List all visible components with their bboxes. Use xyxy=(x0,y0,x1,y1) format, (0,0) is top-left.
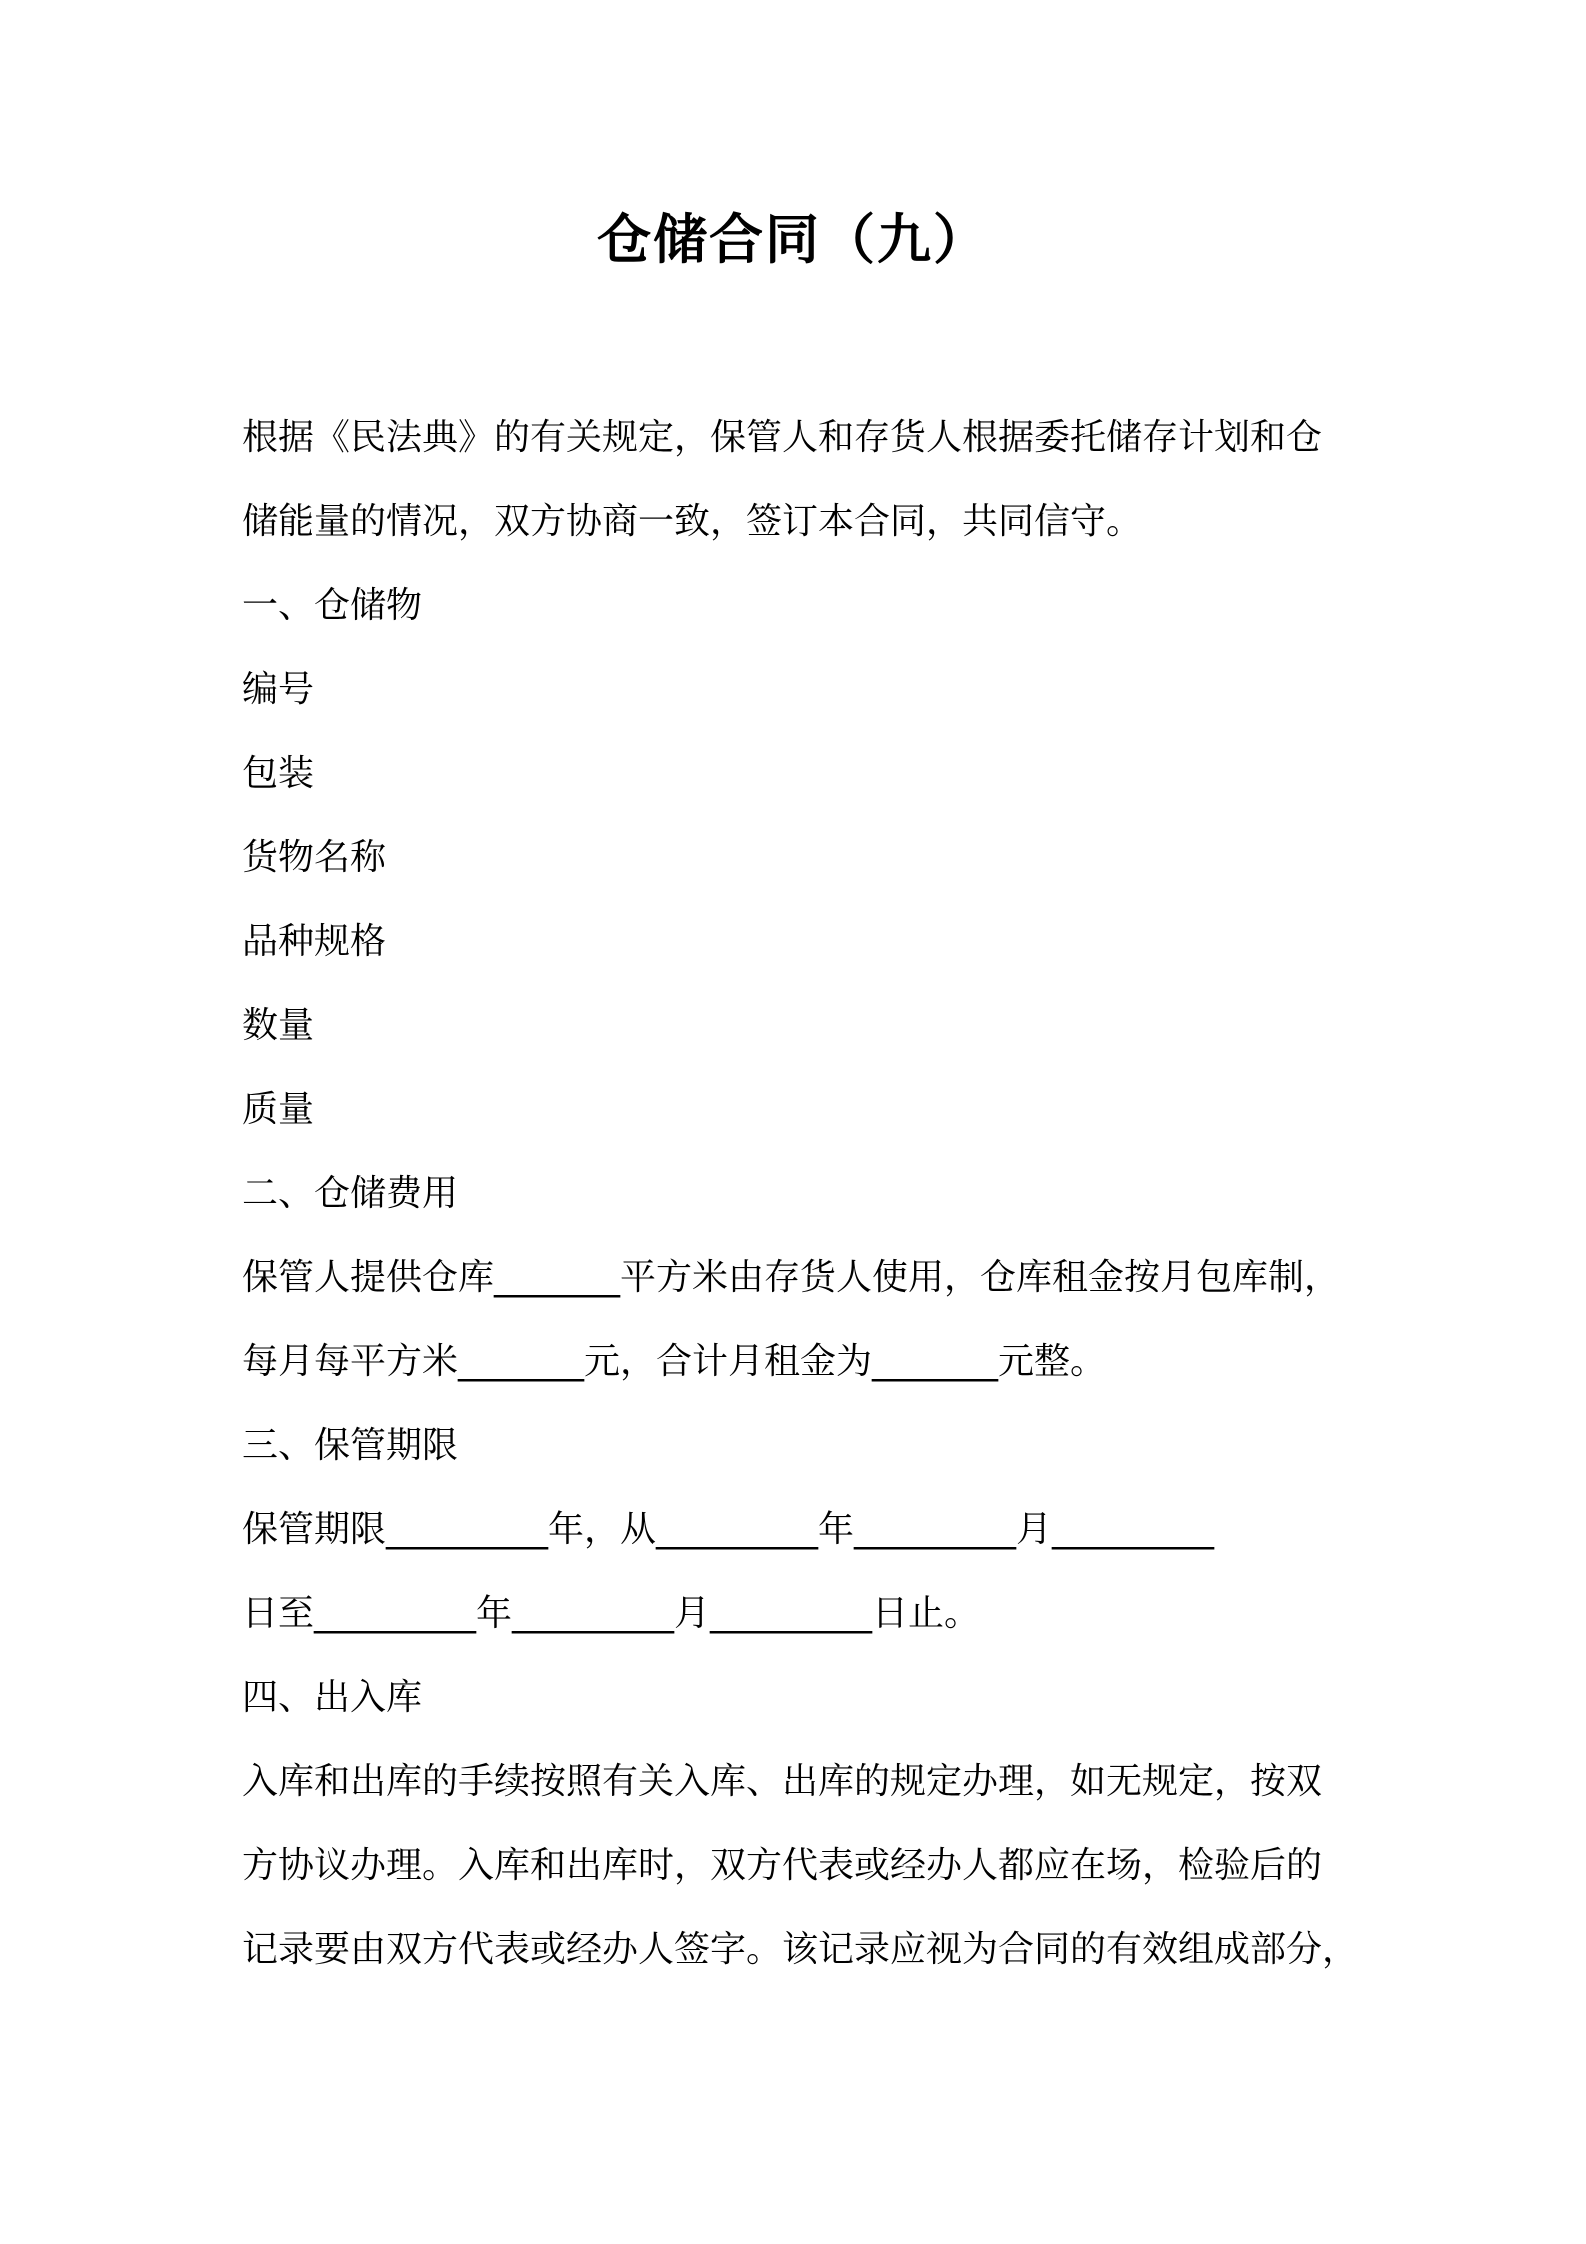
fees-line-1: 保管人提供仓库_______平方米由存货人使用，仓库租金按月包库制， xyxy=(242,1257,1341,1298)
document-title: 仓储合同（九） xyxy=(597,208,989,271)
fees-line-2: 每月每平方米_______元，合计月租金为_______元整。 xyxy=(242,1341,1107,1382)
item-quality: 质量 xyxy=(242,1089,315,1130)
item-specification: 品种规格 xyxy=(242,921,387,962)
in-out-line-2: 方协议办理。入库和出库时，双方代表或经办人都应在场，检验后的 xyxy=(242,1845,1323,1886)
item-packaging: 包装 xyxy=(242,753,315,794)
in-out-line-1: 入库和出库的手续按照有关入库、出库的规定办理，如无规定，按双 xyxy=(242,1761,1323,1802)
in-out-line-3: 记录要由双方代表或经办人签字。该记录应视为合同的有效组成部分， xyxy=(242,1929,1359,1970)
intro-line-2: 储能量的情况，双方协商一致，签订本合同，共同信守。 xyxy=(242,501,1143,542)
item-goods-name: 货物名称 xyxy=(242,837,387,878)
item-quantity: 数量 xyxy=(242,1005,315,1046)
section-heading-storage-period: 三、保管期限 xyxy=(242,1425,459,1466)
period-line-1: 保管期限_________年，从_________年_________月_________ xyxy=(242,1509,1215,1550)
item-number: 编号 xyxy=(242,669,315,710)
section-heading-storage-fees: 二、仓储费用 xyxy=(242,1173,459,1214)
period-line-2: 日至_________年_________月_________日止。 xyxy=(242,1593,981,1634)
section-heading-storage-goods: 一、仓储物 xyxy=(242,585,423,626)
intro-line-1: 根据《民法典》的有关规定，保管人和存货人根据委托储存计划和仓 xyxy=(242,417,1323,458)
section-heading-in-out: 四、出入库 xyxy=(242,1677,423,1718)
